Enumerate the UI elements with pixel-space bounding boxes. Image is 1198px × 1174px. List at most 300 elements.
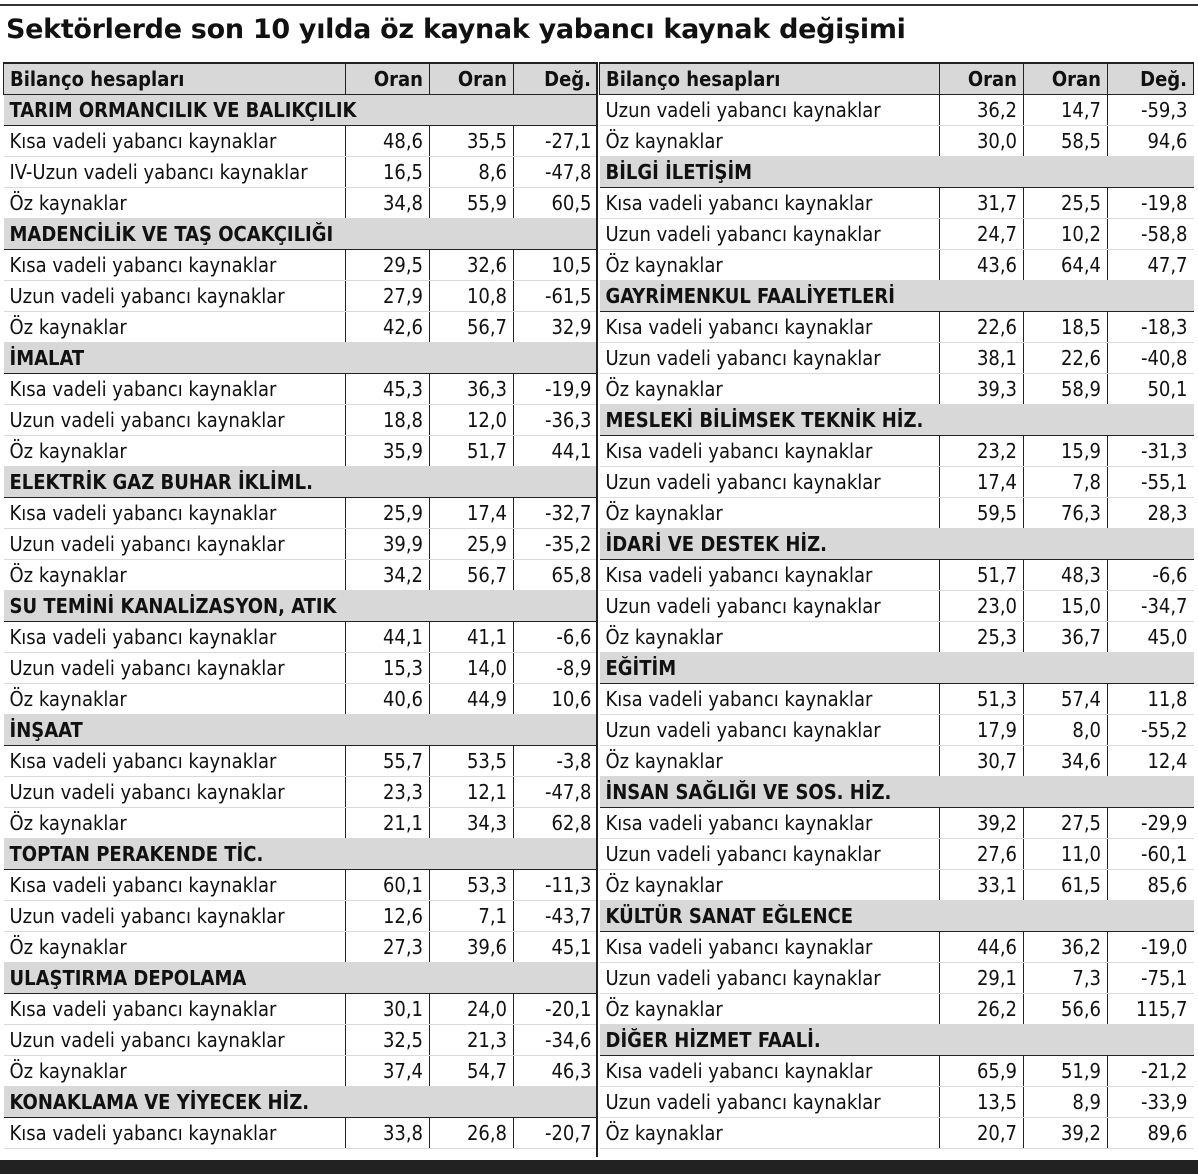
- oran-2-value: 56,7: [430, 560, 514, 591]
- page-title: Sektörlerde son 10 yılda öz kaynak yabancı kaynak değişimi: [6, 14, 906, 45]
- table-row: [600, 436, 1194, 467]
- oran-1-value: 48,6: [346, 126, 430, 157]
- degisim-value: 32,9: [514, 312, 598, 343]
- row-label: Uzun vadeli yabancı kaynaklar: [600, 467, 940, 498]
- row-label: Uzun vadeli yabancı kaynaklar: [600, 1087, 940, 1118]
- table-row: [4, 250, 598, 281]
- row-label: Uzun vadeli yabancı kaynaklar: [600, 95, 940, 126]
- section-title: KÜLTÜR SANAT EĞLENCE: [600, 901, 1194, 932]
- oran-2-value: 10,8: [430, 281, 514, 312]
- table-row: [4, 777, 598, 808]
- degisim-value: 62,8: [514, 808, 598, 839]
- row-label: Kısa vadeli yabancı kaynaklar: [600, 436, 940, 467]
- degisim-value: -31,3: [1108, 436, 1194, 467]
- oran-2-value: 21,3: [430, 1025, 514, 1056]
- row-label: Kısa vadeli yabancı kaynaklar: [600, 1056, 940, 1087]
- table-row: [4, 684, 598, 715]
- table-row: [4, 188, 598, 219]
- oran-1-value: 37,4: [346, 1056, 430, 1087]
- row-label: Uzun vadeli yabancı kaynaklar: [600, 963, 940, 994]
- table-row: [4, 932, 598, 963]
- row-label: Uzun vadeli yabancı kaynaklar: [600, 839, 940, 870]
- row-label: Uzun vadeli yabancı kaynaklar: [600, 219, 940, 250]
- row-label: Uzun vadeli yabancı kaynaklar: [4, 529, 346, 560]
- section-header: [4, 963, 598, 994]
- section-header: [4, 95, 598, 126]
- oran-2-value: 51,7: [430, 436, 514, 467]
- oran-2-value: 25,9: [430, 529, 514, 560]
- oran-1-value: 30,1: [346, 994, 430, 1025]
- header-oran-2: Oran: [1024, 63, 1108, 95]
- oran-1-value: 40,6: [346, 684, 430, 715]
- oran-1-value: 36,2: [940, 95, 1024, 126]
- row-label: Öz kaynaklar: [4, 560, 346, 591]
- row-label: Kısa vadeli yabancı kaynaklar: [4, 498, 346, 529]
- row-label: Uzun vadeli yabancı kaynaklar: [600, 343, 940, 374]
- row-label: Uzun vadeli yabancı kaynaklar: [600, 591, 940, 622]
- bottom-bar: [0, 1160, 1198, 1174]
- oran-1-value: 23,3: [346, 777, 430, 808]
- table-row: [600, 219, 1194, 250]
- oran-2-value: 55,9: [430, 188, 514, 219]
- oran-1-value: 34,8: [346, 188, 430, 219]
- oran-2-value: 44,9: [430, 684, 514, 715]
- oran-2-value: 58,9: [1024, 374, 1108, 405]
- section-header: [4, 219, 598, 250]
- degisim-value: -6,6: [1108, 560, 1194, 591]
- oran-2-value: 39,6: [430, 932, 514, 963]
- table-row: [600, 1087, 1194, 1118]
- oran-1-value: 39,2: [940, 808, 1024, 839]
- table-row: [4, 281, 598, 312]
- row-label: Öz kaynaklar: [4, 188, 346, 219]
- oran-1-value: 39,9: [346, 529, 430, 560]
- table-row: [600, 343, 1194, 374]
- section-title: KONAKLAMA VE YİYECEK HİZ.: [4, 1087, 598, 1118]
- degisim-value: 45,1: [514, 932, 598, 963]
- degisim-value: 44,1: [514, 436, 598, 467]
- oran-1-value: 15,3: [346, 653, 430, 684]
- oran-2-value: 8,0: [1024, 715, 1108, 746]
- row-label: Öz kaynaklar: [4, 436, 346, 467]
- header-label: Bilanço hesapları: [600, 63, 940, 95]
- section-header: [600, 653, 1194, 684]
- header-row: [4, 63, 598, 95]
- degisim-value: -58,8: [1108, 219, 1194, 250]
- table-row: [600, 746, 1194, 777]
- section-title: İNSAN SAĞLIĞI VE SOS. HİZ.: [600, 777, 1194, 808]
- row-label: Uzun vadeli yabancı kaynaklar: [4, 901, 346, 932]
- oran-1-value: 44,6: [940, 932, 1024, 963]
- degisim-value: 94,6: [1108, 126, 1194, 157]
- section-title: SU TEMİNİ KANALİZASYON, ATIK: [4, 591, 598, 622]
- oran-1-value: 33,8: [346, 1118, 430, 1149]
- header-degisim: Değ.: [514, 63, 598, 95]
- table-row: [600, 1056, 1194, 1087]
- table-row: [4, 1056, 598, 1087]
- oran-1-value: 32,5: [346, 1025, 430, 1056]
- table-row: [4, 560, 598, 591]
- table-row: [600, 591, 1194, 622]
- left-table-body: [4, 95, 598, 1149]
- table-row: [600, 839, 1194, 870]
- oran-2-value: 7,8: [1024, 467, 1108, 498]
- oran-2-value: 39,2: [1024, 1118, 1108, 1149]
- table-row: [4, 1025, 598, 1056]
- oran-2-value: 8,9: [1024, 1087, 1108, 1118]
- table-row: [4, 529, 598, 560]
- degisim-value: -55,1: [1108, 467, 1194, 498]
- row-label: Öz kaynaklar: [600, 622, 940, 653]
- degisim-value: 60,5: [514, 188, 598, 219]
- oran-1-value: 29,5: [346, 250, 430, 281]
- degisim-value: 45,0: [1108, 622, 1194, 653]
- degisim-value: -34,7: [1108, 591, 1194, 622]
- oran-2-value: 8,6: [430, 157, 514, 188]
- header-degisim: Değ.: [1108, 63, 1194, 95]
- row-label: Öz kaynaklar: [4, 932, 346, 963]
- oran-2-value: 36,3: [430, 374, 514, 405]
- oran-1-value: 20,7: [940, 1118, 1024, 1149]
- section-header: [4, 591, 598, 622]
- oran-1-value: 25,9: [346, 498, 430, 529]
- table-row: [600, 870, 1194, 901]
- section-title: GAYRİMENKUL FAALİYETLERİ: [600, 281, 1194, 312]
- degisim-value: -40,8: [1108, 343, 1194, 374]
- row-label: Kısa vadeli yabancı kaynaklar: [4, 870, 346, 901]
- oran-1-value: 38,1: [940, 343, 1024, 374]
- section-title: İNŞAAT: [4, 715, 598, 746]
- row-label: Öz kaynaklar: [4, 808, 346, 839]
- header-row: [600, 63, 1194, 95]
- table-row: [4, 653, 598, 684]
- oran-2-value: 53,5: [430, 746, 514, 777]
- table-row: [4, 498, 598, 529]
- degisim-value: -21,2: [1108, 1056, 1194, 1087]
- header-label: Bilanço hesapları: [4, 63, 346, 95]
- oran-1-value: 23,0: [940, 591, 1024, 622]
- row-label: Kısa vadeli yabancı kaynaklar: [600, 560, 940, 591]
- top-rule: [0, 4, 1198, 6]
- header-oran-1: Oran: [346, 63, 430, 95]
- degisim-value: -18,3: [1108, 312, 1194, 343]
- row-label: Kısa vadeli yabancı kaynaklar: [4, 1118, 346, 1149]
- table-row: [4, 436, 598, 467]
- right-table: [599, 62, 1194, 1149]
- row-label: Öz kaynaklar: [600, 1118, 940, 1149]
- degisim-value: 115,7: [1108, 994, 1194, 1025]
- row-label: Öz kaynaklar: [4, 1056, 346, 1087]
- degisim-value: -35,2: [514, 529, 598, 560]
- oran-2-value: 12,1: [430, 777, 514, 808]
- table-row: [600, 250, 1194, 281]
- oran-2-value: 54,7: [430, 1056, 514, 1087]
- row-label: Kısa vadeli yabancı kaynaklar: [4, 374, 346, 405]
- degisim-value: 65,8: [514, 560, 598, 591]
- oran-1-value: 51,7: [940, 560, 1024, 591]
- row-label: Kısa vadeli yabancı kaynaklar: [600, 312, 940, 343]
- oran-2-value: 51,9: [1024, 1056, 1108, 1087]
- row-label: Kısa vadeli yabancı kaynaklar: [4, 994, 346, 1025]
- row-label: Öz kaynaklar: [4, 684, 346, 715]
- section-title: İDARİ VE DESTEK HİZ.: [600, 529, 1194, 560]
- table-row: [600, 994, 1194, 1025]
- table-row: [4, 808, 598, 839]
- table-row: [600, 1118, 1194, 1149]
- oran-2-value: 64,4: [1024, 250, 1108, 281]
- oran-1-value: 27,3: [346, 932, 430, 963]
- oran-1-value: 29,1: [940, 963, 1024, 994]
- oran-1-value: 60,1: [346, 870, 430, 901]
- table-row: [4, 312, 598, 343]
- column-divider: [596, 62, 598, 1157]
- table-row: [600, 188, 1194, 219]
- oran-1-value: 23,2: [940, 436, 1024, 467]
- oran-1-value: 65,9: [940, 1056, 1024, 1087]
- row-label: Kısa vadeli yabancı kaynaklar: [600, 808, 940, 839]
- section-header: [4, 715, 598, 746]
- section-header: [600, 901, 1194, 932]
- degisim-value: -19,9: [514, 374, 598, 405]
- oran-2-value: 17,4: [430, 498, 514, 529]
- oran-2-value: 27,5: [1024, 808, 1108, 839]
- oran-1-value: 30,7: [940, 746, 1024, 777]
- table-row: [4, 126, 598, 157]
- oran-1-value: 26,2: [940, 994, 1024, 1025]
- section-header: [4, 839, 598, 870]
- oran-2-value: 7,3: [1024, 963, 1108, 994]
- row-label: Öz kaynaklar: [600, 746, 940, 777]
- table-row: [600, 622, 1194, 653]
- oran-1-value: 51,3: [940, 684, 1024, 715]
- oran-2-value: 53,3: [430, 870, 514, 901]
- oran-2-value: 14,7: [1024, 95, 1108, 126]
- oran-1-value: 16,5: [346, 157, 430, 188]
- table-row: [600, 498, 1194, 529]
- degisim-value: 10,5: [514, 250, 598, 281]
- degisim-value: -11,3: [514, 870, 598, 901]
- row-label: Kısa vadeli yabancı kaynaklar: [4, 250, 346, 281]
- section-header: [600, 281, 1194, 312]
- oran-2-value: 26,8: [430, 1118, 514, 1149]
- oran-1-value: 22,6: [940, 312, 1024, 343]
- oran-1-value: 24,7: [940, 219, 1024, 250]
- oran-1-value: 18,8: [346, 405, 430, 436]
- degisim-value: -3,8: [514, 746, 598, 777]
- degisim-value: 50,1: [1108, 374, 1194, 405]
- table-row: [4, 622, 598, 653]
- oran-2-value: 58,5: [1024, 126, 1108, 157]
- oran-1-value: 17,9: [940, 715, 1024, 746]
- row-label: Uzun vadeli yabancı kaynaklar: [4, 405, 346, 436]
- degisim-value: -61,5: [514, 281, 598, 312]
- oran-1-value: 44,1: [346, 622, 430, 653]
- oran-1-value: 25,3: [940, 622, 1024, 653]
- section-header: [600, 1025, 1194, 1056]
- oran-2-value: 10,2: [1024, 219, 1108, 250]
- row-label: Kısa vadeli yabancı kaynaklar: [600, 188, 940, 219]
- section-header: [600, 529, 1194, 560]
- degisim-value: -8,9: [514, 653, 598, 684]
- section-title: EĞİTİM: [600, 653, 1194, 684]
- table-row: [4, 901, 598, 932]
- section-title: MESLEKİ BİLİMSEK TEKNİK HİZ.: [600, 405, 1194, 436]
- degisim-value: -55,2: [1108, 715, 1194, 746]
- oran-2-value: 14,0: [430, 653, 514, 684]
- right-table-body: [600, 95, 1194, 1149]
- table-row: [600, 808, 1194, 839]
- oran-1-value: 17,4: [940, 467, 1024, 498]
- table-row: [600, 560, 1194, 591]
- section-header: [4, 343, 598, 374]
- oran-1-value: 42,6: [346, 312, 430, 343]
- oran-2-value: 56,7: [430, 312, 514, 343]
- degisim-value: -27,1: [514, 126, 598, 157]
- degisim-value: 10,6: [514, 684, 598, 715]
- oran-1-value: 39,3: [940, 374, 1024, 405]
- row-label: Uzun vadeli yabancı kaynaklar: [4, 1025, 346, 1056]
- degisim-value: -29,9: [1108, 808, 1194, 839]
- row-label: Kısa vadeli yabancı kaynaklar: [4, 126, 346, 157]
- row-label: Uzun vadeli yabancı kaynaklar: [4, 653, 346, 684]
- section-title: DİĞER HİZMET FAALİ.: [600, 1025, 1194, 1056]
- oran-2-value: 22,6: [1024, 343, 1108, 374]
- section-title: ULAŞTIRMA DEPOLAMA: [4, 963, 598, 994]
- degisim-value: -20,1: [514, 994, 598, 1025]
- oran-2-value: 15,9: [1024, 436, 1108, 467]
- row-label: Uzun vadeli yabancı kaynaklar: [4, 281, 346, 312]
- table-row: [4, 374, 598, 405]
- degisim-value: -34,6: [514, 1025, 598, 1056]
- row-label: Kısa vadeli yabancı kaynaklar: [600, 932, 940, 963]
- oran-1-value: 27,9: [346, 281, 430, 312]
- oran-2-value: 34,6: [1024, 746, 1108, 777]
- row-label: Kısa vadeli yabancı kaynaklar: [4, 746, 346, 777]
- table-row: [600, 963, 1194, 994]
- degisim-value: 28,3: [1108, 498, 1194, 529]
- table-row: [4, 870, 598, 901]
- table-row: [600, 374, 1194, 405]
- oran-2-value: 11,0: [1024, 839, 1108, 870]
- table-row: [4, 405, 598, 436]
- oran-1-value: 21,1: [346, 808, 430, 839]
- oran-2-value: 32,6: [430, 250, 514, 281]
- oran-2-value: 34,3: [430, 808, 514, 839]
- oran-2-value: 15,0: [1024, 591, 1108, 622]
- row-label: Öz kaynaklar: [600, 498, 940, 529]
- oran-2-value: 61,5: [1024, 870, 1108, 901]
- table-row: [600, 684, 1194, 715]
- oran-2-value: 48,3: [1024, 560, 1108, 591]
- table-row: [600, 715, 1194, 746]
- section-header: [600, 157, 1194, 188]
- section-header: [600, 405, 1194, 436]
- oran-2-value: 76,3: [1024, 498, 1108, 529]
- table-row: [4, 994, 598, 1025]
- row-label: Öz kaynaklar: [600, 994, 940, 1025]
- oran-1-value: 13,5: [940, 1087, 1024, 1118]
- oran-2-value: 57,4: [1024, 684, 1108, 715]
- oran-1-value: 55,7: [346, 746, 430, 777]
- section-title: MADENCİLİK VE TAŞ OCAKÇILIĞI: [4, 219, 598, 250]
- section-header: [4, 467, 598, 498]
- row-label: IV-Uzun vadeli yabancı kaynaklar: [4, 157, 346, 188]
- oran-2-value: 36,7: [1024, 622, 1108, 653]
- row-label: Öz kaynaklar: [600, 126, 940, 157]
- oran-2-value: 7,1: [430, 901, 514, 932]
- oran-2-value: 56,6: [1024, 994, 1108, 1025]
- section-title: ELEKTRİK GAZ BUHAR İKLİML.: [4, 467, 598, 498]
- oran-2-value: 41,1: [430, 622, 514, 653]
- table-row: [600, 95, 1194, 126]
- degisim-value: -60,1: [1108, 839, 1194, 870]
- oran-1-value: 45,3: [346, 374, 430, 405]
- degisim-value: 46,3: [514, 1056, 598, 1087]
- degisim-value: 12,4: [1108, 746, 1194, 777]
- degisim-value: -20,7: [514, 1118, 598, 1149]
- degisim-value: -47,8: [514, 777, 598, 808]
- oran-1-value: 27,6: [940, 839, 1024, 870]
- table-row: [600, 467, 1194, 498]
- degisim-value: 11,8: [1108, 684, 1194, 715]
- row-label: Uzun vadeli yabancı kaynaklar: [4, 777, 346, 808]
- oran-1-value: 33,1: [940, 870, 1024, 901]
- degisim-value: -6,6: [514, 622, 598, 653]
- degisim-value: -33,9: [1108, 1087, 1194, 1118]
- degisim-value: -32,7: [514, 498, 598, 529]
- row-label: Öz kaynaklar: [600, 250, 940, 281]
- table-row: [600, 932, 1194, 963]
- section-title: BİLGİ İLETİŞİM: [600, 157, 1194, 188]
- degisim-value: 89,6: [1108, 1118, 1194, 1149]
- degisim-value: -43,7: [514, 901, 598, 932]
- section-title: İMALAT: [4, 343, 598, 374]
- row-label: Öz kaynaklar: [600, 374, 940, 405]
- degisim-value: -19,8: [1108, 188, 1194, 219]
- oran-1-value: 34,2: [346, 560, 430, 591]
- oran-1-value: 30,0: [940, 126, 1024, 157]
- header-oran-1: Oran: [940, 63, 1024, 95]
- table-row: [600, 126, 1194, 157]
- degisim-value: 47,7: [1108, 250, 1194, 281]
- row-label: Kısa vadeli yabancı kaynaklar: [600, 684, 940, 715]
- header-oran-2: Oran: [430, 63, 514, 95]
- table-row: [600, 312, 1194, 343]
- degisim-value: -19,0: [1108, 932, 1194, 963]
- row-label: Uzun vadeli yabancı kaynaklar: [600, 715, 940, 746]
- degisim-value: 85,6: [1108, 870, 1194, 901]
- oran-2-value: 12,0: [430, 405, 514, 436]
- degisim-value: -59,3: [1108, 95, 1194, 126]
- left-table: [3, 62, 598, 1149]
- oran-2-value: 24,0: [430, 994, 514, 1025]
- table-row: [4, 1118, 598, 1149]
- section-title: TOPTAN PERAKENDE TİC.: [4, 839, 598, 870]
- oran-1-value: 31,7: [940, 188, 1024, 219]
- row-label: Kısa vadeli yabancı kaynaklar: [4, 622, 346, 653]
- oran-2-value: 25,5: [1024, 188, 1108, 219]
- row-label: Öz kaynaklar: [600, 870, 940, 901]
- degisim-value: -47,8: [514, 157, 598, 188]
- oran-1-value: 43,6: [940, 250, 1024, 281]
- oran-1-value: 35,9: [346, 436, 430, 467]
- section-header: [4, 1087, 598, 1118]
- table-row: [4, 157, 598, 188]
- oran-1-value: 59,5: [940, 498, 1024, 529]
- section-header: [600, 777, 1194, 808]
- oran-2-value: 35,5: [430, 126, 514, 157]
- oran-2-value: 18,5: [1024, 312, 1108, 343]
